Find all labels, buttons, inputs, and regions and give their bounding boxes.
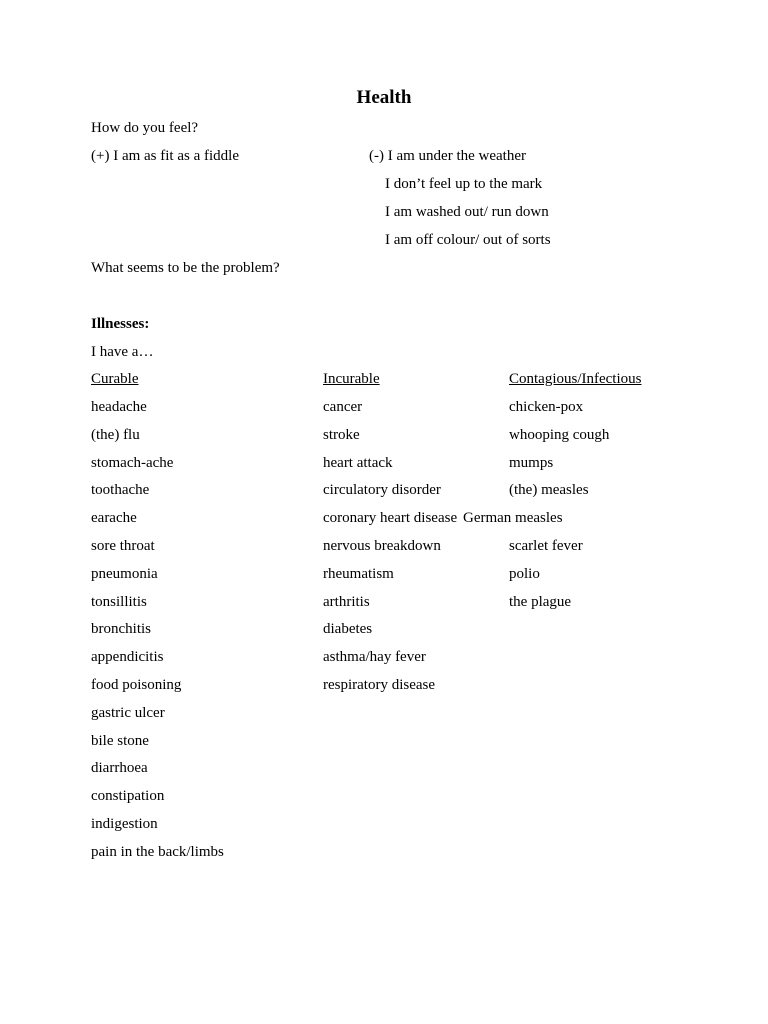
list-item: nervous breakdown [323,537,441,554]
list-item: diarrhoea [91,760,148,777]
list-item: (the) measles [509,482,589,499]
intro-line: I have a… [91,344,154,360]
list-item: polio [509,565,540,582]
list-item: cancer [323,399,363,415]
list-item: food poisoning [91,676,182,693]
list-item: coronary heart disease [323,510,458,527]
negative-answer-2: I don’t feel up to the mark [385,176,543,192]
negative-answer-4: I am off colour/ out of sorts [385,232,551,248]
list-item: bile stone [91,732,149,749]
list-item: diabetes [323,621,373,638]
contagious-list [463,397,610,619]
list-item: chicken-pox [509,399,584,415]
list-item: heart attack [323,454,393,471]
list-item: respiratory disease [323,676,436,693]
column-header-incurable: Incurable [323,371,380,387]
list-item: tonsillitis [91,593,147,610]
list-item: appendicitis [91,649,164,666]
curable-list [91,397,224,870]
list-item: bronchitis [91,621,151,638]
illnesses-heading: Illnesses: [91,316,150,332]
list-item: pneumonia [91,565,158,582]
list-item: (the) flu [91,426,140,443]
list-item: arthritis [323,593,370,610]
incurable-list [323,397,457,703]
list-item: scarlet fever [509,537,583,554]
list-item: stroke [323,426,360,443]
negative-answer-3: I am washed out/ run down [385,204,549,220]
list-item: the plague [509,593,572,610]
negative-answer-1: (-) I am under the weather [369,148,527,164]
list-item: earache [91,510,137,527]
list-item: headache [91,399,147,415]
list-item: gastric ulcer [91,704,165,721]
list-item: whooping cough [509,426,610,443]
question-feel: How do you feel? [91,120,199,136]
column-header-contagious: Contagious/Infectious [509,371,642,387]
list-item: toothache [91,482,150,499]
list-item: indigestion [91,815,158,832]
list-item: stomach-ache [91,454,174,471]
column-header-curable: Curable [91,371,139,387]
list-item: asthma/hay fever [323,649,426,666]
list-item: sore throat [91,537,155,554]
list-item: pain in the back/limbs [91,843,224,860]
list-item: rheumatism [323,565,394,582]
list-item: German measles [463,510,563,527]
list-item: constipation [91,788,165,805]
question-problem: What seems to be the problem? [91,260,280,276]
positive-answer: (+) I am as fit as a fiddle [91,148,239,164]
list-item: mumps [509,454,554,471]
list-item: circulatory disorder [323,482,441,499]
page-title: Health [356,87,412,108]
